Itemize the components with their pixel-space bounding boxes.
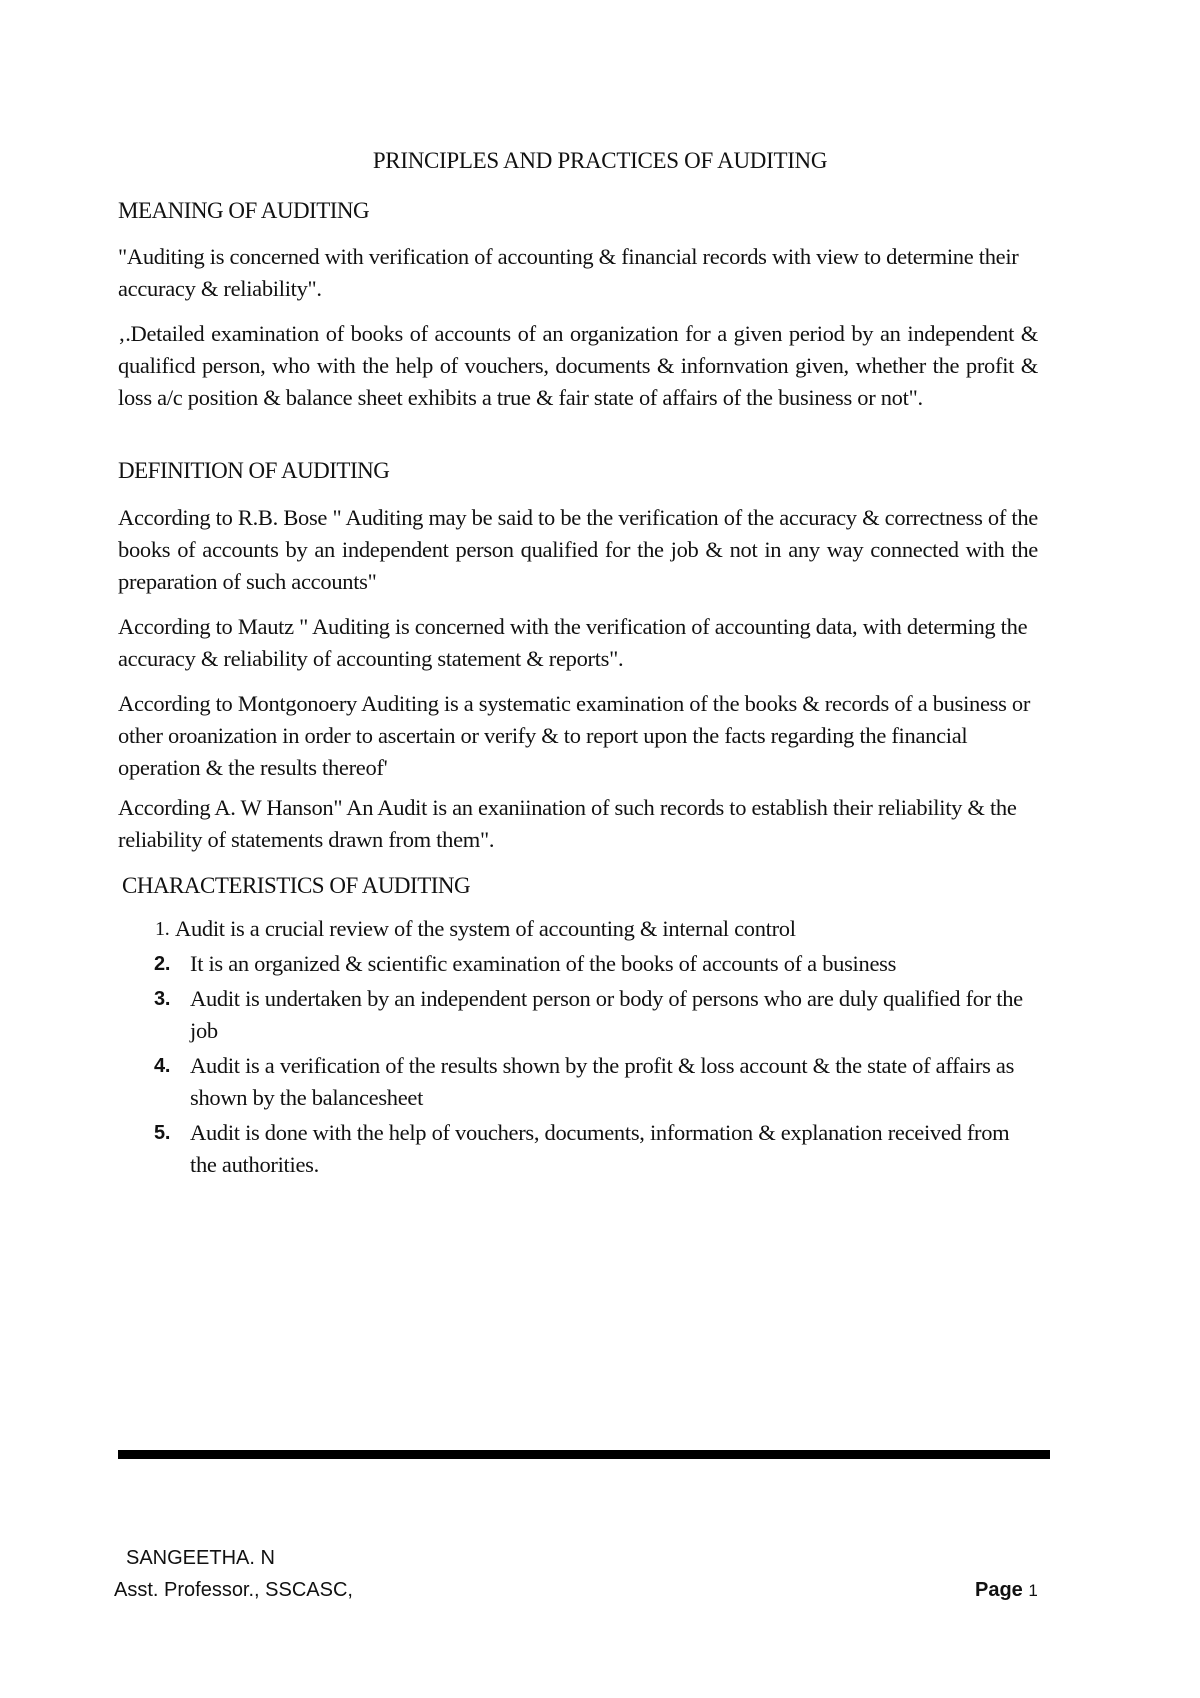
list-item-text: It is an organized & scientific examination of the books of accounts of a business (190, 951, 897, 976)
list-item-number: 5. (154, 1122, 171, 1144)
list-item-number: 3. (154, 988, 171, 1010)
list-item (118, 948, 1038, 980)
list-item (118, 1117, 1038, 1181)
definition-quote-bose: According to R.B. Bose " Auditing may be said to be the verification of the accuracy & correctness of the books of accounts by an independent person qualified for the job & not in any way connected with the preparation of such accounts" (118, 505, 1038, 594)
definition-quote-hanson: According A. W Hanson" An Audit is an exaniination of such records to establish their reliability & the reliability of statements drawn from them". (118, 795, 1017, 852)
meaning-paragraph: "Auditing is concerned with verification of accounting & financial records with view to determine their accuracy & reliability". (118, 244, 1019, 301)
characteristics-heading: CHARACTERISTICS OF AUDITING (122, 873, 471, 898)
footer-page-number: 1 (1028, 1581, 1038, 1600)
footer-author-name: SANGEETHA. N (126, 1547, 275, 1569)
list-item-number: 1. (155, 918, 170, 940)
meaning-heading: MEANING OF AUDITING (118, 198, 370, 223)
footer-author-role: Asst. Professor., SSCASC, (114, 1579, 353, 1601)
list-item (118, 1050, 1038, 1114)
list-item-text: Audit is a crucial review of the system of accounting & internal control (175, 916, 796, 941)
definition-heading: DEFINITION OF AUDITING (118, 458, 390, 483)
list-item (118, 983, 1038, 1047)
list-item-number: 4. (154, 1055, 171, 1077)
definition-quote-montgomery: According to Montgonoery Auditing is a systematic examination of the books & records of a business or other oroanization in order to ascertain or verify & to report upon the facts regarding the financial operation & the results thereof' (118, 691, 1031, 780)
footer-page-indicator (975, 1579, 1038, 1602)
footer-page-label: Page (975, 1579, 1023, 1601)
list-item-text: Audit is undertaken by an independent person or body of persons who are duly qualified for the job (190, 986, 1023, 1043)
definition-quote-mautz: According to Mautz " Auditing is concerned with the verification of accounting data, with determing the accuracy & reliability of accounting statement & reports". (118, 614, 1028, 671)
list-item-text: Audit is a verification of the results shown by the profit & loss account & the state of affairs as shown by the balancesheet (190, 1053, 1015, 1110)
list-item-number: 2. (154, 953, 171, 975)
list-item-text: Audit is done with the help of vouchers, documents, information & explanation received from the authorities. (190, 1120, 1010, 1177)
page-title: PRINCIPLES AND PRACTICES OF AUDITING (372, 148, 828, 173)
list-item (118, 913, 1038, 945)
footer-rule (118, 1450, 1050, 1459)
characteristics-list (118, 913, 1038, 1184)
meaning-detail-paragraph: ‚.Detailed examination of books of accounts of an organization for a given period by an independent & qualificd person, who with the help of vouchers, documents & infornvation given, whether the profit & loss a/c position & balance sheet exhibits a true & fair state of affairs of the business or not". (118, 321, 1038, 410)
